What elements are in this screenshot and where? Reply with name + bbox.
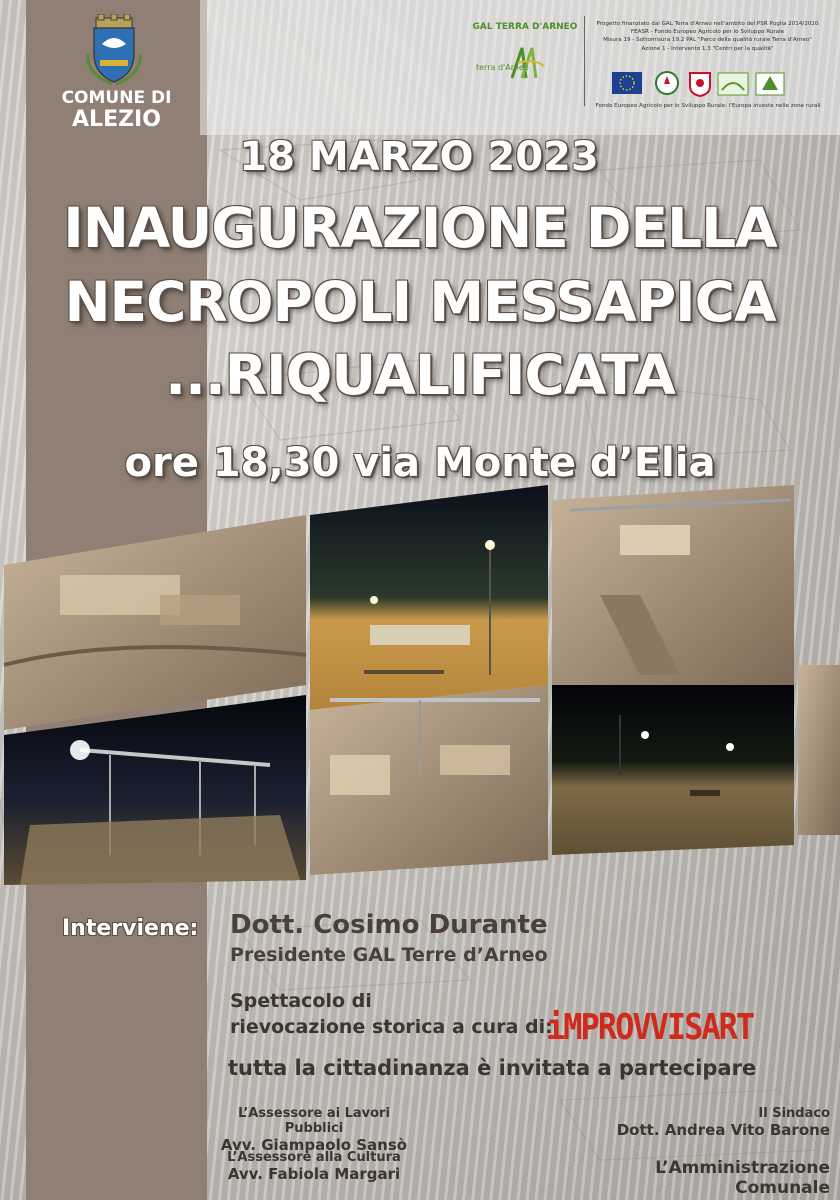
eu-flag-icon	[612, 72, 642, 94]
signature-role: L’Assessore alla Cultura	[227, 1150, 401, 1165]
signature-role: L’Assessore ai Lavori Pubblici	[238, 1106, 390, 1136]
speaker-label: Interviene:	[62, 916, 199, 941]
event-time-place: ore 18,30 via Monte d’Elia	[124, 440, 716, 486]
show-line-2: rievocazione storica a cura di:	[230, 1016, 553, 1038]
funding-footer: Fondo Europeo Agricolo per lo Sviluppo Rurale: l'Europa investe nelle zone rurali	[595, 103, 821, 109]
photo-canopy-tombs	[552, 485, 794, 685]
photo-canopy-night	[4, 695, 306, 885]
italian-republic-emblem-icon	[656, 72, 678, 94]
invitation-text: tutta la cittadinanza è invitata a partecipare	[228, 1056, 757, 1080]
event-date: 18 MARZO 2023	[239, 134, 599, 180]
funding-line: Progetto finanziato dal GAL Terra d'Arneo nell'ambito del PSR Puglia 2014/2020	[596, 21, 819, 27]
municipality-name	[26, 90, 207, 131]
funding-logos	[612, 70, 812, 98]
funding-line: Misura 19 - Sottomisura 19.2 PAL "Parco della qualità rurale Terra d'Arneo"	[603, 37, 812, 44]
signature-name: Avv. Fabiola Margari	[227, 1165, 401, 1183]
speaker-name: Dott. Cosimo Durante	[230, 910, 548, 940]
funding-text	[590, 20, 825, 53]
gal-name: GAL TERRA D'ARNEO	[472, 22, 578, 32]
title-line-3: ...RIQUALIFICATA	[165, 343, 675, 407]
psr-puglia-logo-icon	[718, 73, 748, 95]
signature-role: Il Sindaco	[758, 1106, 830, 1121]
speaker-role: Presidente GAL Terre d’Arneo	[230, 944, 548, 966]
photo-illuminated-court	[310, 485, 548, 710]
signature-name: Dott. Andrea Vito Barone	[616, 1121, 830, 1139]
photo-excavation-2	[310, 685, 548, 875]
show-line-1: Spettacolo di	[230, 990, 372, 1012]
funding-line: Azione 1 - Intervento 1.3 "Centri per la qualità"	[641, 45, 774, 52]
signature-role: L’Amministrazione Comunale	[655, 1158, 830, 1198]
leader-logo-icon	[756, 73, 784, 95]
gal-logo-text: terra d'Arneo	[476, 63, 529, 72]
improvvisart-logo: iMPROVVISART	[546, 1006, 754, 1048]
signature-culture	[214, 1150, 414, 1183]
signature-public-works	[214, 1106, 414, 1154]
puglia-region-emblem-icon	[690, 73, 710, 96]
photo-park-night	[552, 685, 794, 855]
divider	[584, 16, 585, 106]
municipality-line1: COMUNE DI	[61, 88, 172, 108]
signature-mayor	[560, 1106, 830, 1139]
photo-edge	[798, 665, 840, 835]
signature-name: Avv. Giampaolo Sansò	[220, 1136, 408, 1154]
signature-administration	[560, 1158, 830, 1198]
funding-line: FEASR - Fondo Europeo Agricolo per lo Sviluppo Rurale	[630, 29, 785, 36]
title-line-2: NECROPOLI MESSAPICA	[64, 270, 776, 334]
gal-logo-icon	[474, 38, 574, 88]
photo-collage	[0, 485, 840, 885]
photo-excavation-1	[4, 515, 306, 730]
municipality-line2: ALEZIO	[72, 107, 161, 132]
coat-of-arms-icon	[82, 14, 146, 86]
title-line-1: INAUGURAZIONE DELLA	[63, 196, 777, 260]
